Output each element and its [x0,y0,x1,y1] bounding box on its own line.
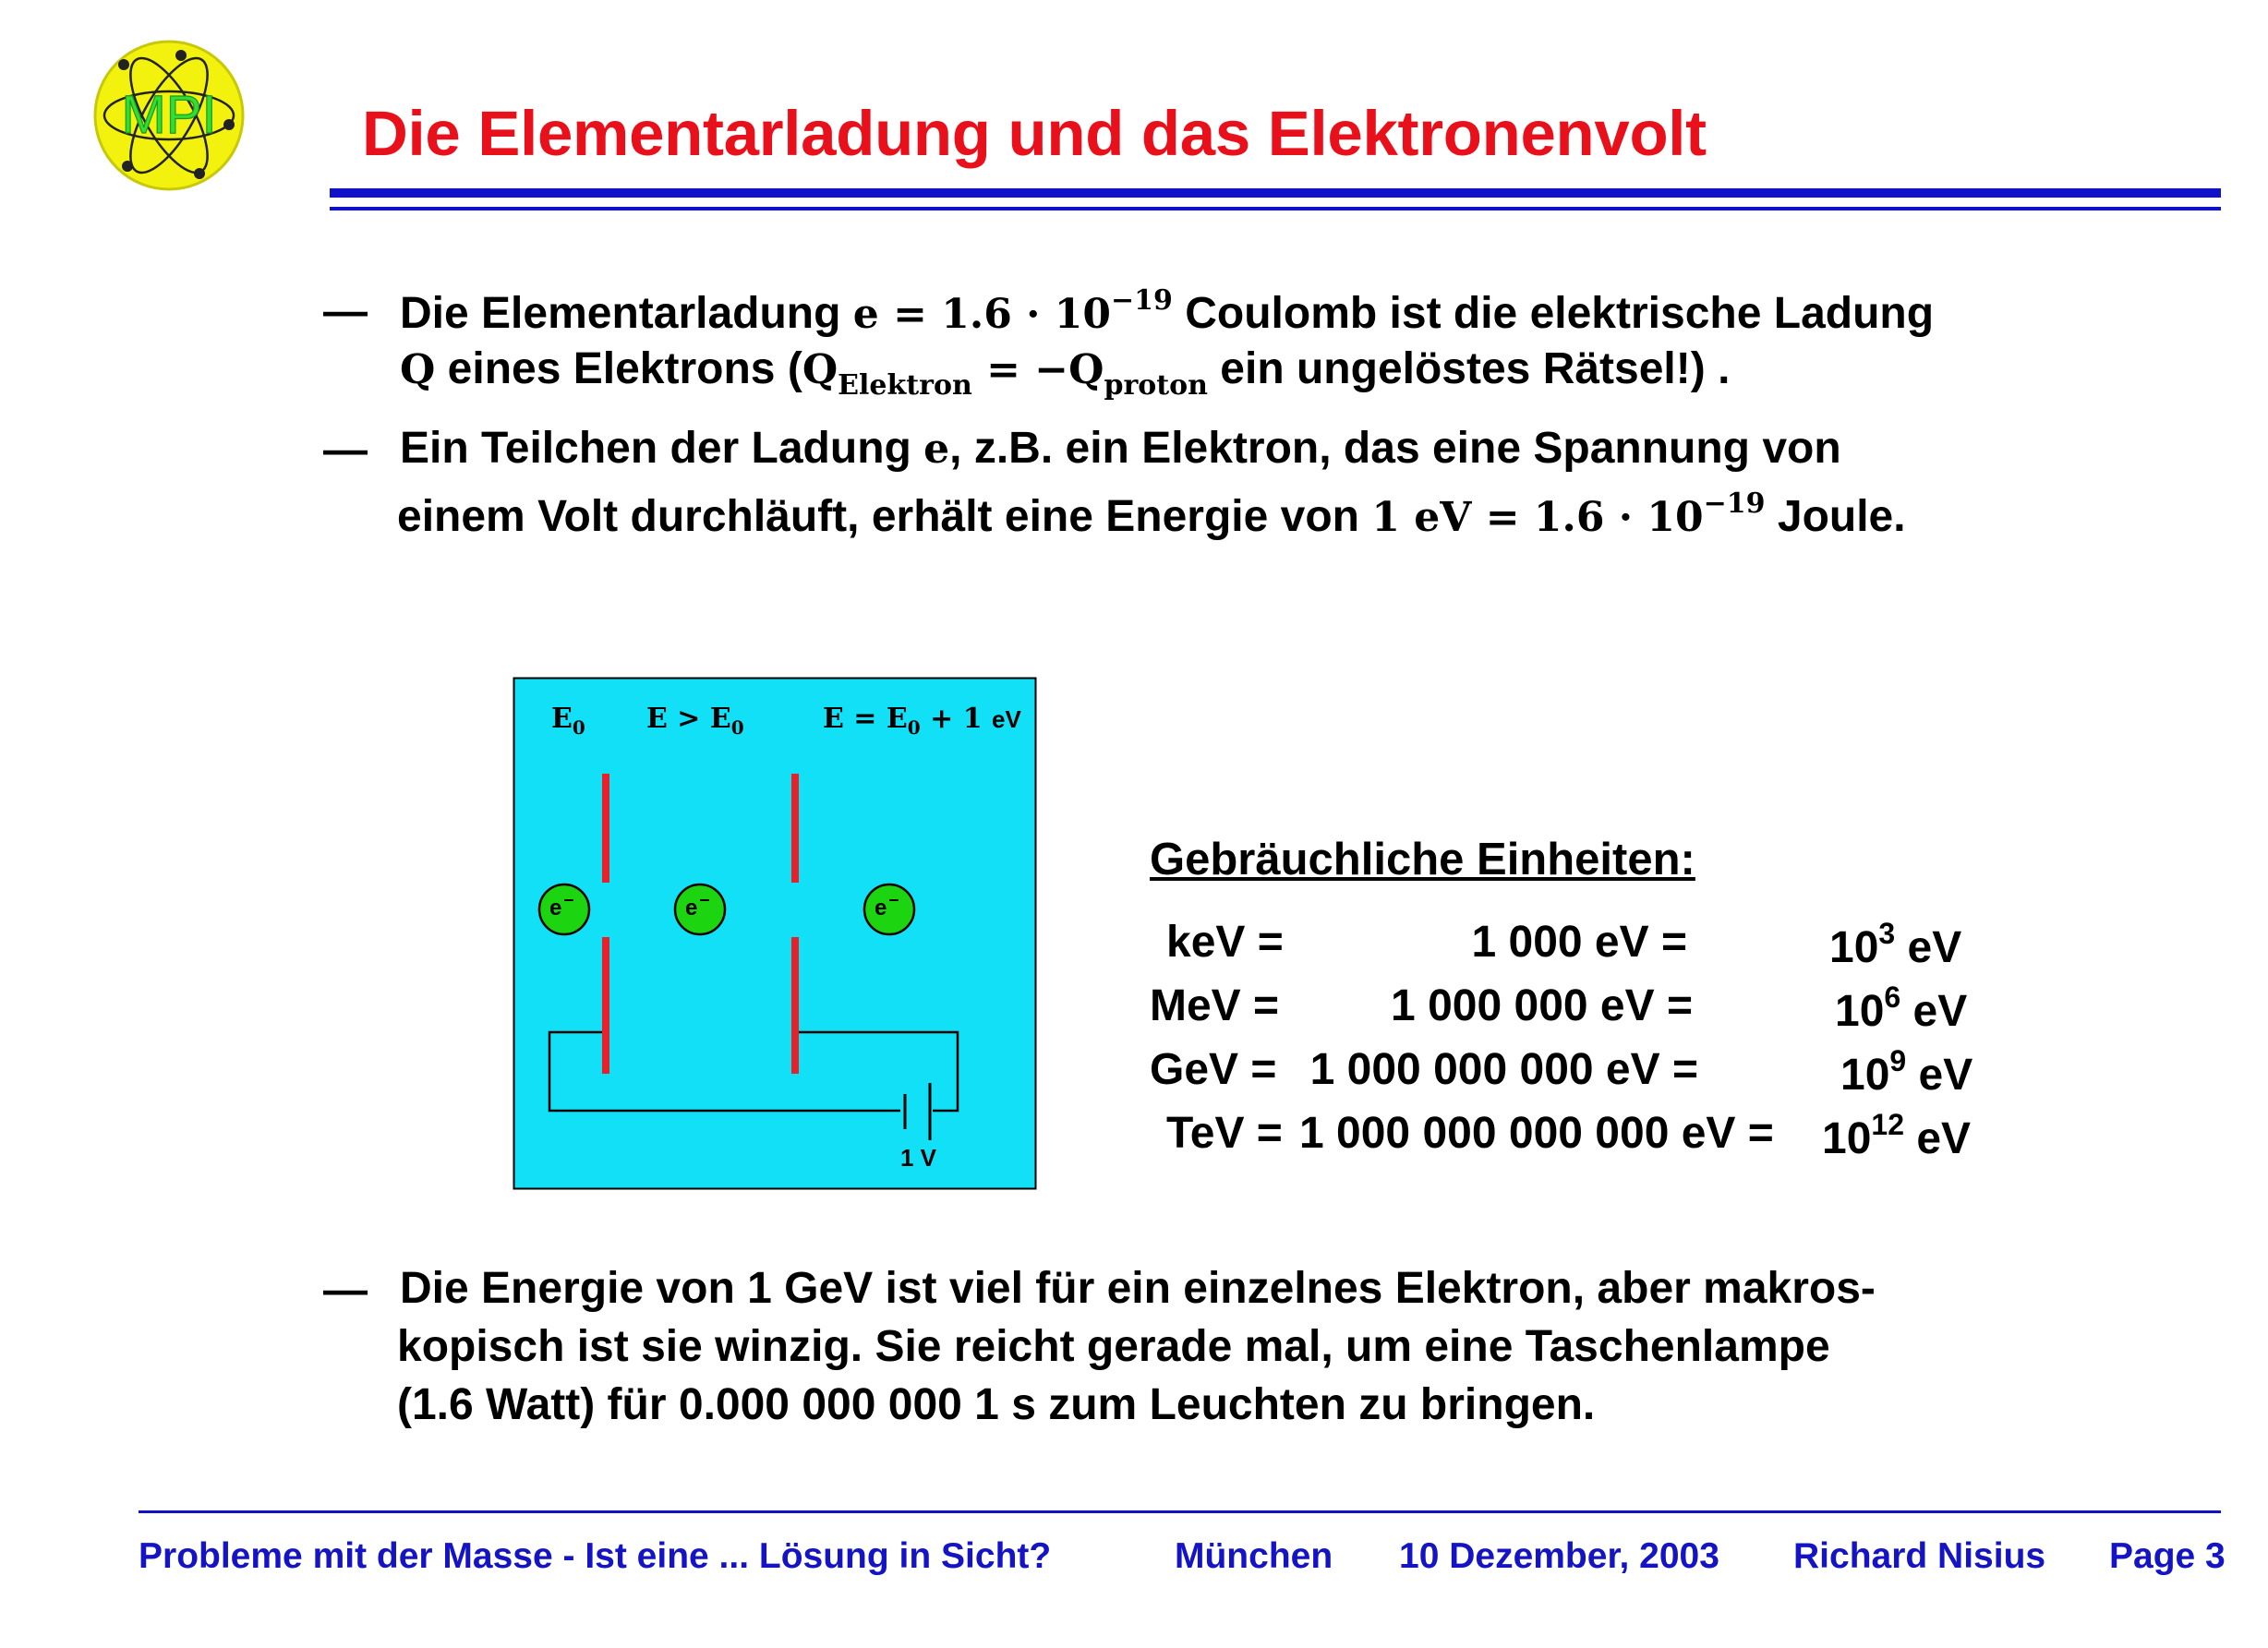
bullet-1-line-1 [400,284,1934,339]
bullet-dash: — [323,287,368,336]
bullet-text: eines Elektrons ( [435,344,802,393]
footer-talk-title: Probleme mit der Masse - Ist eine ... Lösung in Sicht? [139,1536,1052,1576]
units-row-tev [1150,1108,1981,1163]
bullet-math-sub: Elektron [838,369,972,402]
diagram-background [514,679,1036,1189]
footer-author: Richard Nisius [1793,1536,2046,1576]
bullet-2-line-2 [397,487,1906,542]
svg-text:e: e [685,896,698,920]
label-e-greater: $E > E_0$ [646,703,744,739]
title-rule [330,188,2221,198]
svg-text:e: e [549,896,562,920]
unit-power: $10^9$ eV [1840,1044,1973,1100]
bullet-math-exp: −19 [1111,284,1173,317]
unit-label: TeV = [1166,1109,1283,1158]
footer-page: Page 3 [2109,1536,2226,1576]
bullet-math: e [923,426,950,473]
bullet-text: Die Elementarladung [400,289,853,338]
title-rule-thin [330,207,2221,211]
footer-rule [139,1510,2221,1513]
electron-2 [675,884,725,934]
plate-right-bottom [791,937,799,1074]
unit-ev-value: 1 000 000 000 000 eV = [1299,1109,1774,1158]
unit-label: GeV = [1150,1045,1277,1094]
bullet-2-line-1 [400,423,1841,474]
plate-left-bottom [602,937,609,1074]
unit-label: keV = [1166,918,1284,967]
bullet-1-line-2 [400,343,1730,402]
unit-label: MeV = [1150,981,1280,1030]
unit-ev-value: 1 000 000 eV = [1391,981,1693,1030]
electron-acceleration-diagram [513,677,1037,1190]
bullet-math: e = 1.6 · 10 [852,291,1112,338]
bullet-text: einem Volt durchläuft, erhält eine Energie von [397,492,1372,541]
bullet-3-line-3: (1.6 Watt) für 0.000 000 000 1 s zum Leuchten zu bringen. [397,1380,1596,1429]
units-row-gev [1150,1044,1981,1100]
bullet-dash: — [323,1266,368,1315]
bullet-text: Ein Teilchen der Ladung [400,424,924,473]
bullet-3-line-1: Die Energie von 1 GeV ist viel für ein einzelnes Elektron, aber makros- [400,1264,1876,1313]
unit-ev-value: 1 000 eV = [1471,918,1687,967]
unit-ev-value: 1 000 000 000 eV = [1309,1045,1698,1094]
electron-3 [864,884,914,934]
page-title: Die Elementarladung und das Elektronenvolt [362,98,1707,169]
label-e0: $E_0$ [551,703,585,739]
footer-date: 10 Dezember, 2003 [1399,1536,1719,1576]
voltage-label: 1 V [900,1144,937,1172]
bullet-math: 1 eV = 1.6 · 10 [1371,494,1704,541]
bullet-text: Joule. [1765,492,1906,541]
atom-logo-icon [90,37,247,194]
bullet-text: , z.B. ein Elektron, das eine Spannung von [949,424,1841,473]
plate-left-top [602,774,609,883]
unit-power: $10^6$ eV [1835,980,1968,1036]
electron-1 [539,884,589,934]
unit-power: $10^3$ eV [1829,917,1962,972]
bullet-math-sub: proton [1104,369,1208,402]
bullet-math: = −Q [971,346,1104,393]
logo-text: MPI [121,85,217,145]
label-e-plus-1ev: $E = E_0 + 1$ eV [823,703,1021,739]
units-row-mev [1150,980,1981,1036]
unit-power: $10^{12}$ eV [1822,1108,1972,1163]
plate-right-top [791,774,799,883]
bullet-math: Q [802,346,838,393]
bullet-3-line-2: kopisch ist sie winzig. Sie reicht gerade mal, um eine Taschenlampe [397,1322,1830,1371]
bullet-text: Coulomb ist die elektrische Ladung [1172,289,1935,338]
footer-place: München [1175,1536,1333,1576]
bullet-math-exp: −19 [1703,487,1766,520]
bullet-dash: — [323,426,368,475]
units-heading: Gebräuchliche Einheiten: [1150,835,1695,884]
units-row-kev [1150,917,1981,972]
svg-text:e: e [875,896,887,920]
bullet-text: ein ungelöstes Rätsel!) . [1207,344,1731,393]
bullet-math: Q [400,346,436,393]
